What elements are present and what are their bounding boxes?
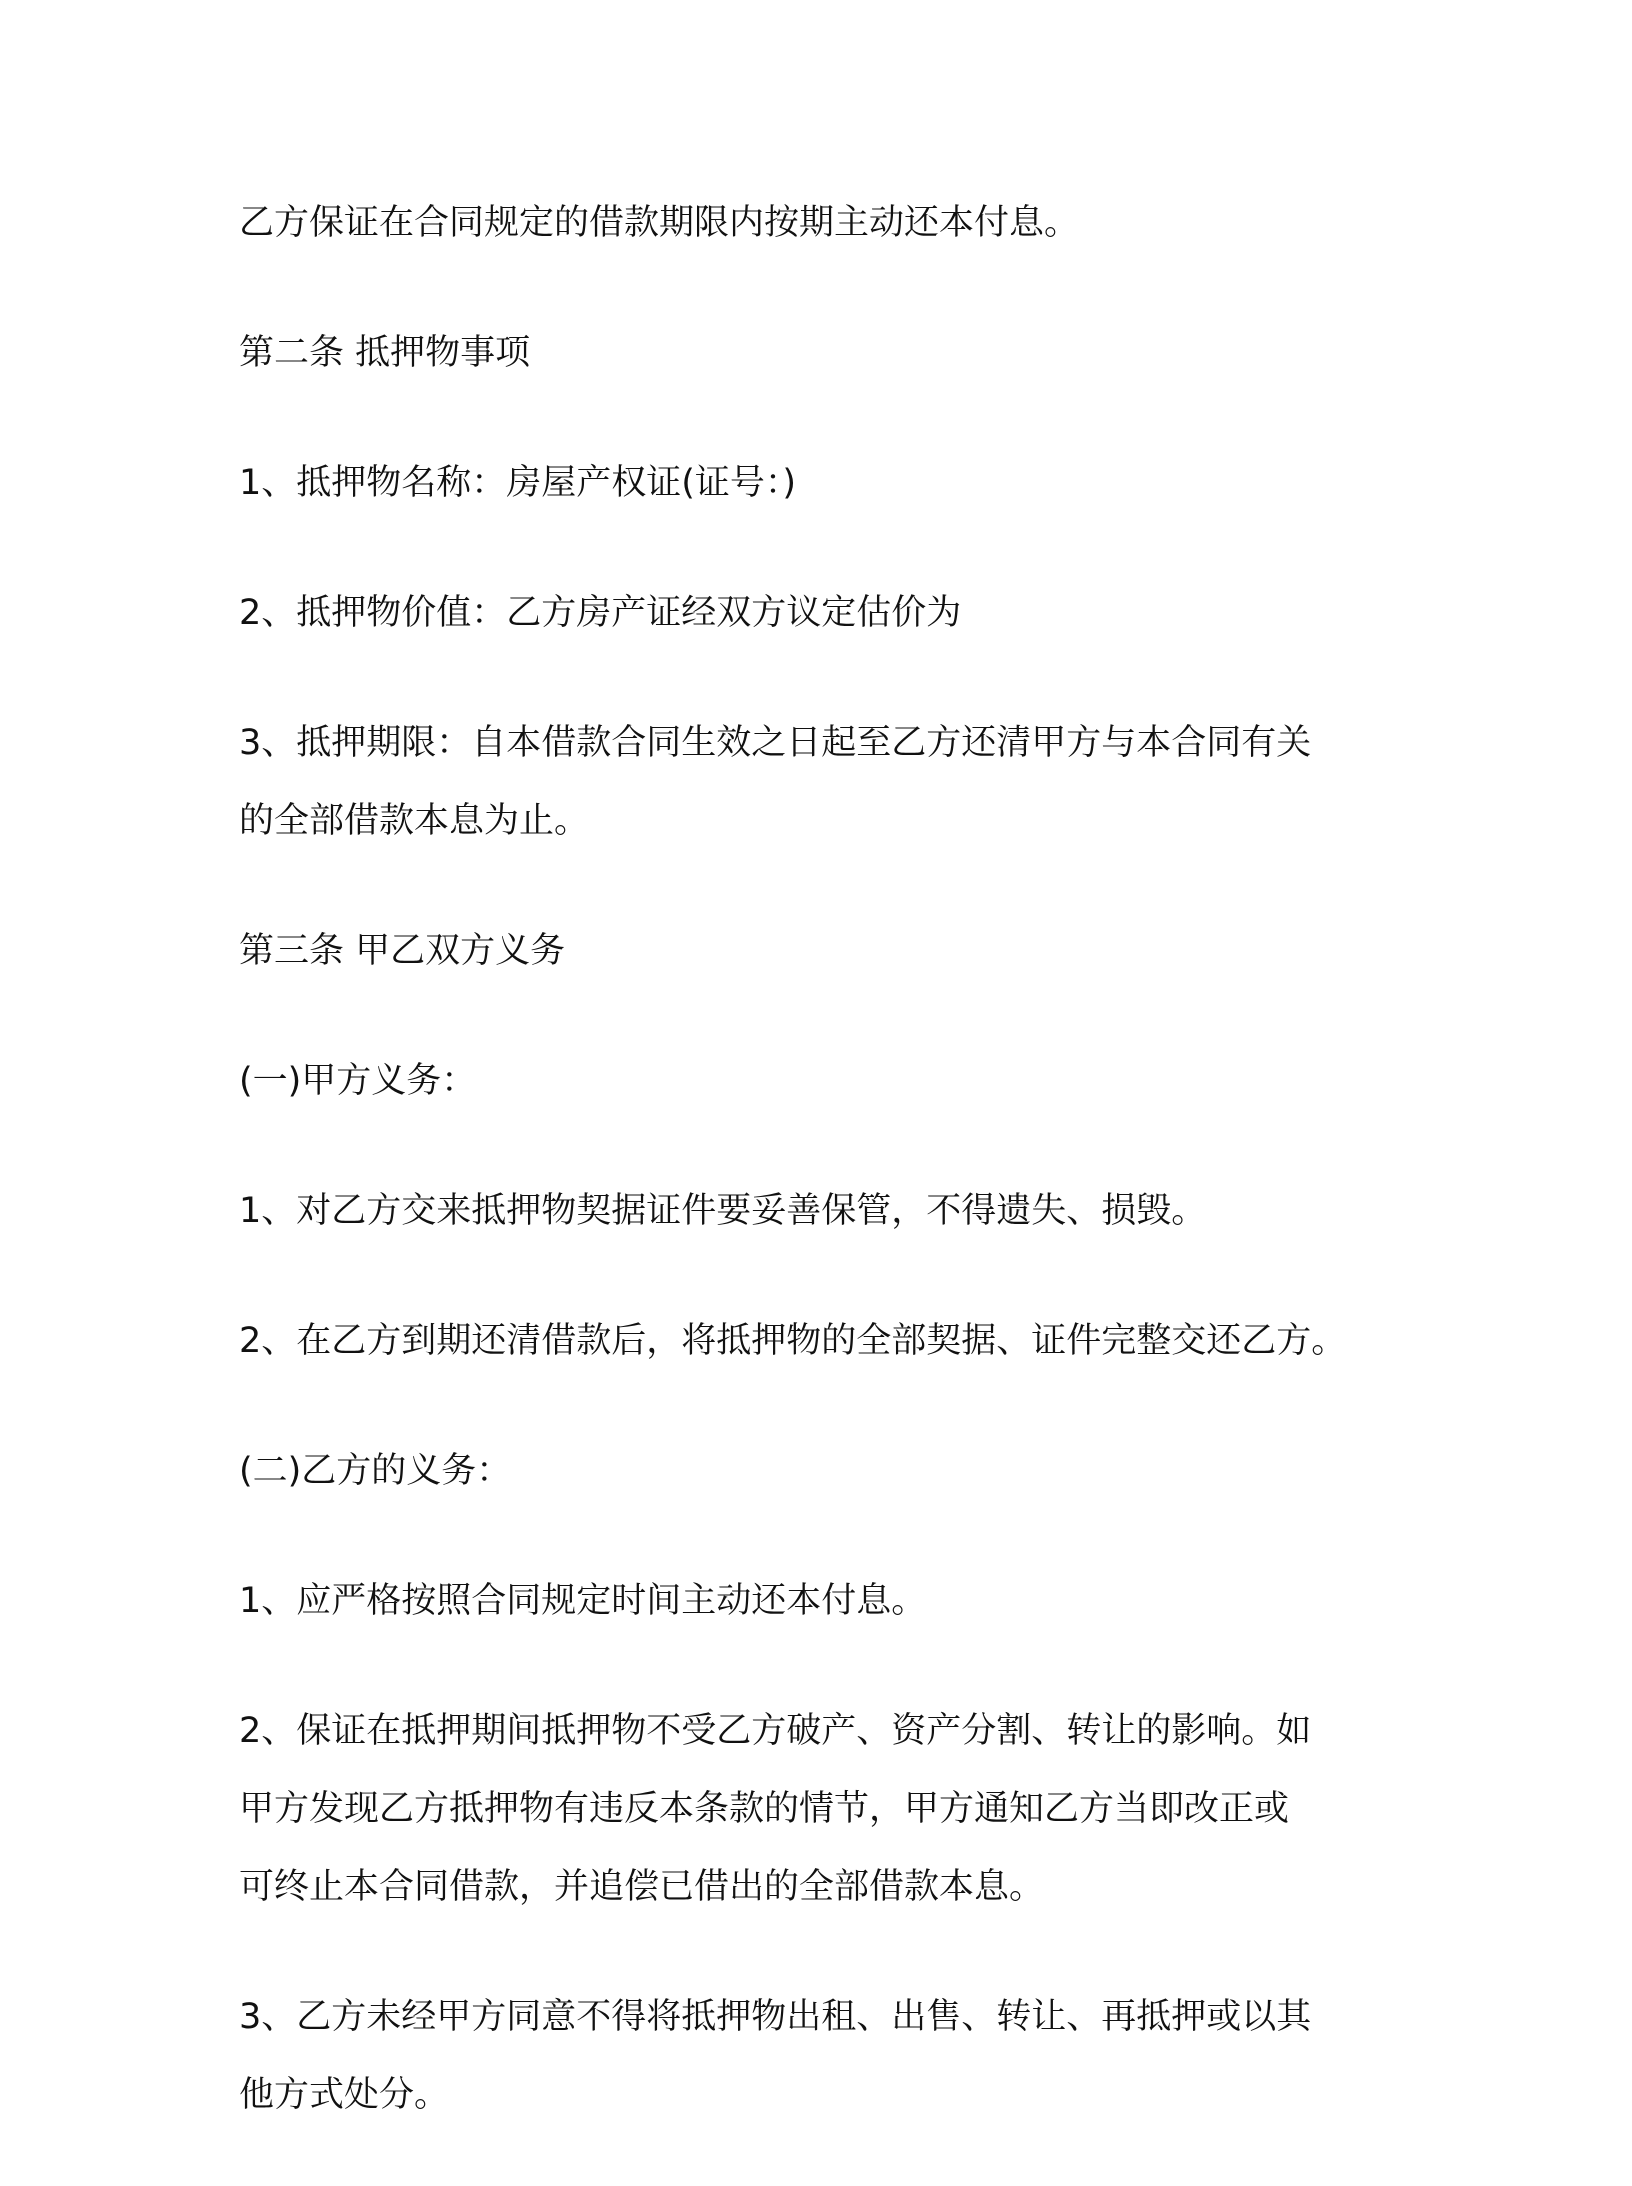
text-line: 第三条 甲乙双方义务 (239, 931, 566, 971)
paragraph-party-a-duty-2 (239, 1302, 1419, 1380)
subheading-party-b-duties (239, 1432, 1419, 1510)
paragraph-party-b-duty-2 (239, 1692, 1419, 1926)
paragraph-collateral-term (239, 704, 1419, 860)
text-line: 甲方发现乙方抵押物有违反本条款的情节，甲方通知乙方当即改正或 (239, 1789, 1290, 1829)
paragraph-collateral-value (239, 574, 1419, 652)
paragraph-repayment-guarantee (239, 184, 1419, 262)
paragraph-collateral-name (239, 444, 1419, 522)
text-line: (一)甲方义务： (239, 1061, 477, 1101)
text-line: 2、抵押物价值：乙方房产证经双方议定估价为 (239, 593, 962, 633)
text-line: 乙方保证在合同规定的借款期限内按期主动还本付息。 (239, 203, 1080, 243)
text-line: 3、乙方未经甲方同意不得将抵押物出租、出售、转让、再抵押或以其 (239, 1997, 1312, 2037)
heading-article-3 (239, 912, 1419, 990)
text-line: 可终止本合同借款，并追偿已借出的全部借款本息。 (239, 1867, 1045, 1907)
text-line: 1、抵押物名称：房屋产权证(证号：) (239, 463, 797, 503)
text-line: 2、保证在抵押期间抵押物不受乙方破产、资产分割、转让的影响。如 (239, 1711, 1312, 1751)
text-line: 的全部借款本息为止。 (239, 801, 590, 841)
heading-article-2 (239, 314, 1419, 392)
paragraph-party-b-duty-3 (239, 1978, 1419, 2134)
subheading-party-a-duties (239, 1042, 1419, 1120)
paragraph-party-a-duty-1 (239, 1172, 1419, 1250)
text-line: 他方式处分。 (239, 2075, 450, 2115)
document-body (239, 184, 1419, 2186)
paragraph-party-b-duty-1 (239, 1562, 1419, 1640)
text-line: 第二条 抵押物事项 (239, 333, 531, 373)
text-line: 2、在乙方到期还清借款后，将抵押物的全部契据、证件完整交还乙方。 (239, 1321, 1347, 1361)
text-line: 3、抵押期限：自本借款合同生效之日起至乙方还清甲方与本合同有关 (239, 723, 1312, 763)
text-line: (二)乙方的义务： (239, 1451, 512, 1491)
text-line: 1、对乙方交来抵押物契据证件要妥善保管，不得遗失、损毁。 (239, 1191, 1207, 1231)
text-line: 1、应严格按照合同规定时间主动还本付息。 (239, 1581, 927, 1621)
